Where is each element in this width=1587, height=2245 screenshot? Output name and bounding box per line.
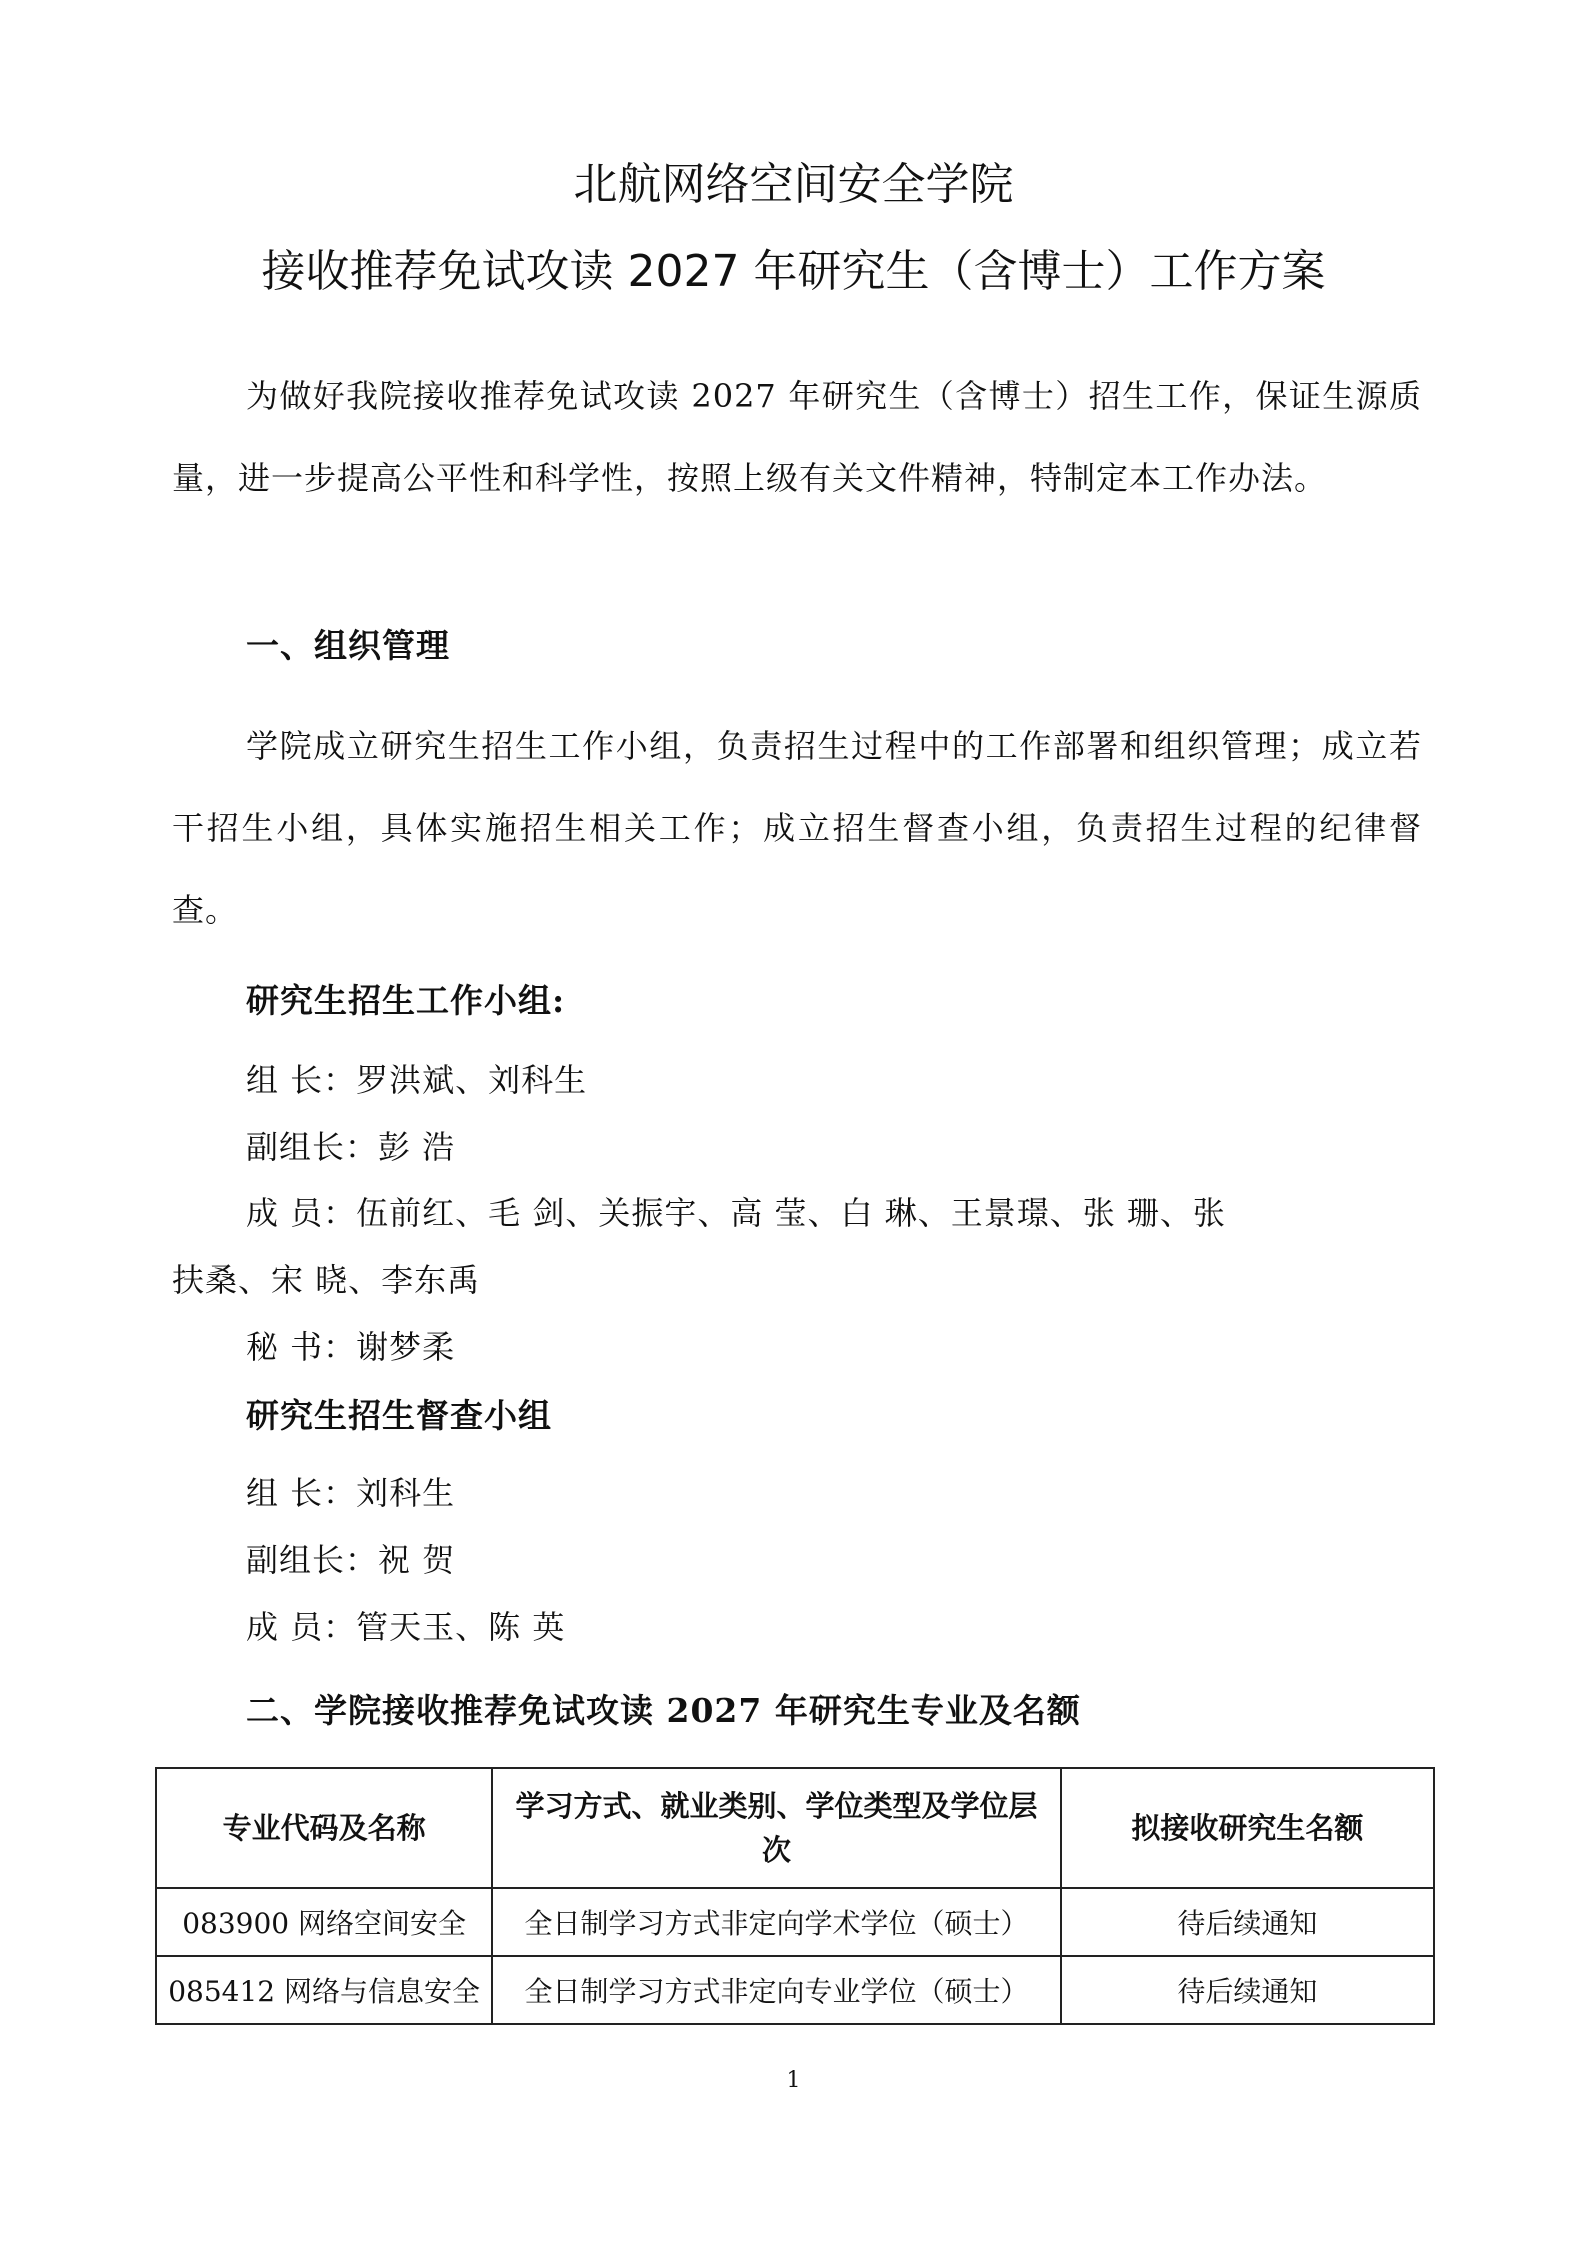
table-cell: 待后续通知 xyxy=(1061,1888,1434,1956)
table-row xyxy=(156,1956,1434,2024)
table-row xyxy=(156,1888,1434,1956)
group1-leader: 组 长：罗洪斌、刘科生 xyxy=(246,1061,588,1099)
document-title-line2: 接收推荐免试攻读 2027 年研究生（含博士）工作方案 xyxy=(261,246,1326,297)
section1-heading: 一、组织管理 xyxy=(246,626,450,665)
table-header-cell: 拟接收研究生名额 xyxy=(1061,1768,1434,1888)
table-cell: 待后续通知 xyxy=(1061,1956,1434,2024)
page-number: 1 xyxy=(786,2068,801,2093)
group2-leader: 组 长：刘科生 xyxy=(246,1474,456,1512)
group1-heading: 研究生招生工作小组: xyxy=(246,981,566,1020)
table-cell: 083900 网络空间安全 xyxy=(156,1888,492,1956)
table-cell: 085412 网络与信息安全 xyxy=(156,1956,492,2024)
group1-deputy: 副组长：彭 浩 xyxy=(246,1128,456,1166)
table-cell: 全日制学习方式非定向专业学位（硕士） xyxy=(492,1956,1061,2024)
table-header-cell: 专业代码及名称 xyxy=(156,1768,492,1888)
section2-heading: 二、学院接收推荐免试攻读 2027 年研究生专业及名额 xyxy=(246,1691,1081,1730)
document-title-line1: 北航网络空间安全学院 xyxy=(573,159,1014,210)
group1-members-line2: 扶桑、宋 晓、李东禹 xyxy=(172,1261,481,1299)
intro-paragraph: 为做好我院接收推荐免试攻读 2027 年研究生（含博士）招生工作，保证生源质量，进一步提高公平性和科学性，按照上级有关文件精神，特制定本工作办法。 xyxy=(172,377,1422,497)
group1-members-line1: 成 员：伍前红、毛 剑、关振宇、高 莹、白 琳、王景璟、张 珊、张 xyxy=(246,1194,1226,1232)
quota-table xyxy=(155,1767,1435,2025)
table-header-cell: 学习方式、就业类别、学位类型及学位层次 xyxy=(492,1768,1061,1888)
section1-paragraph: 学院成立研究生招生工作小组，负责招生过程中的工作部署和组织管理；成立若干招生小组，具体实施招生相关工作；成立招生督查小组，负责招生过程的纪律督查。 xyxy=(172,727,1422,929)
group1-secretary: 秘 书：谢梦柔 xyxy=(246,1328,456,1366)
table-header-row xyxy=(156,1768,1434,1888)
group2-members: 成 员：管天玉、陈 英 xyxy=(246,1608,566,1646)
table-cell: 全日制学习方式非定向学术学位（硕士） xyxy=(492,1888,1061,1956)
group2-heading: 研究生招生督查小组 xyxy=(246,1396,552,1435)
group2-deputy: 副组长：祝 贺 xyxy=(246,1541,456,1579)
